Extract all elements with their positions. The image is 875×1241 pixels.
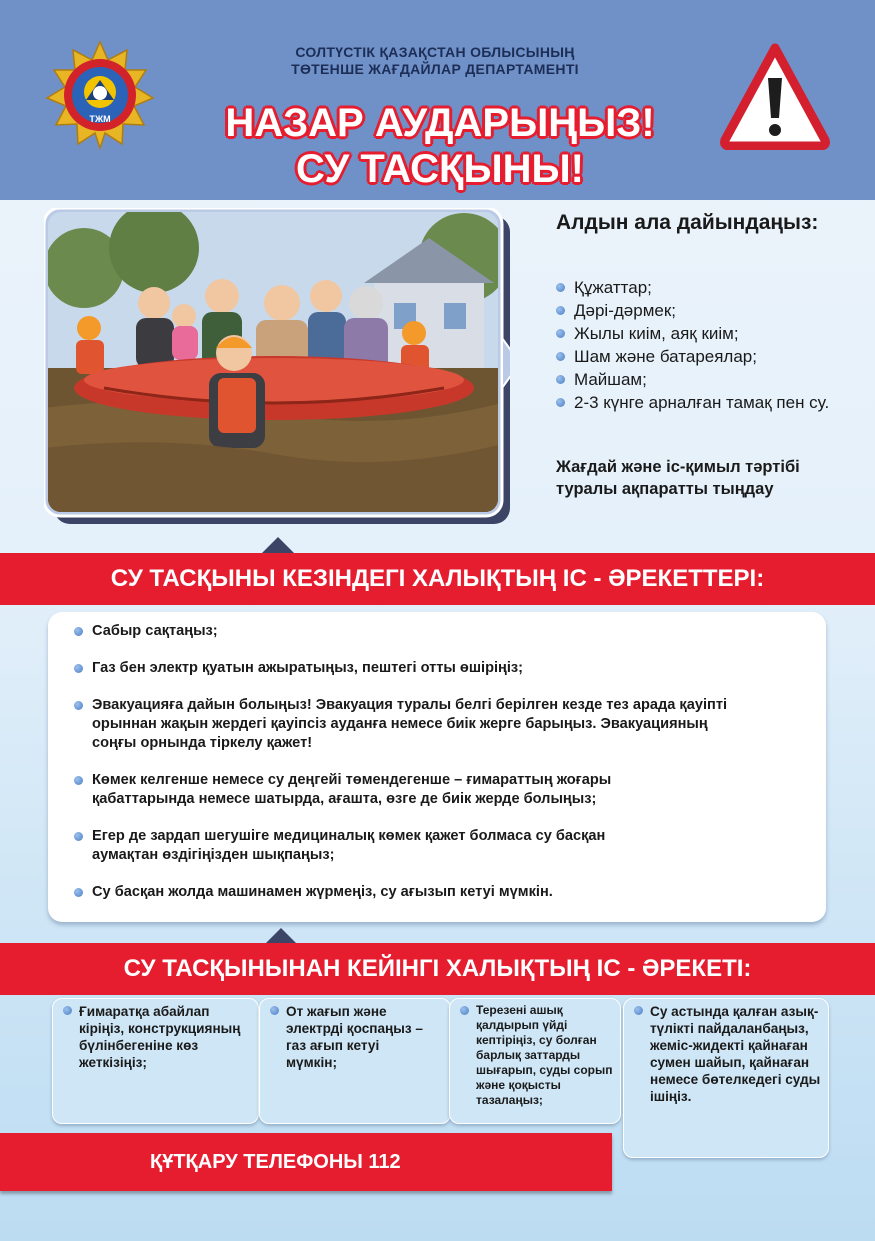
prepare-item: Жылы киім, аяқ киім; <box>556 322 856 345</box>
during-item: Су басқан жолда машинамен жүрмеңіз, су ағызып кетуі мүмкін. <box>74 883 802 902</box>
bullet-icon <box>74 776 83 785</box>
after-item: От жағып және электрді қоспаңыз – газ ағып кетуі мүмкін; <box>286 1004 423 1070</box>
bullet-icon <box>556 352 565 361</box>
during-list <box>48 612 826 902</box>
after-item: Ғимаратқа абайлап кіріңіз, конструкцияның бүлінбегеніне көз жеткізіңіз; <box>79 1004 241 1070</box>
during-item: Сабыр сақтаңыз; <box>74 622 802 641</box>
after-item: Су астында қалған азық-түлікті пайдаланбаңыз, жеміс-жидекті қайнаған сумен шайып, қайнаған немесе бөтелкедегі суды ішіңіз. <box>650 1004 821 1104</box>
warning-triangle-icon <box>720 42 830 150</box>
prepare-note: Жағдай және іс-қимыл тәртібі туралы ақпаратты тыңдау <box>556 458 800 498</box>
title-line-2: СУ ТАСҚЫНЫ! <box>296 147 584 191</box>
bullet-icon <box>74 664 83 673</box>
bullet-icon <box>74 701 83 710</box>
department-name <box>230 44 640 78</box>
bullet-icon <box>556 329 565 338</box>
after-section-title: СУ ТАСҚЫНЫНАН КЕЙІНГІ ХАЛЫҚТЫҢ ІС - ӘРЕКЕТІ: <box>0 943 875 995</box>
bullet-icon <box>74 888 83 897</box>
during-item: Егер де зардап шегушіге медициналық көмек қажет болмаса су басқан аумақтан өздігіңізден шықпаңыз; <box>74 827 632 865</box>
flood-rescue-illustration <box>44 208 510 524</box>
during-item: Газ бен электр қуатын ажыратыңыз, пештегі отты өшіріңіз; <box>74 659 802 678</box>
during-item: Эвакуацияға дайын болыңыз! Эвакуация туралы белгі берілген кезде тез арада қауіпті орыннан жақын жердегі қауіпсіз ауданға немесе биік жерге барыңыз. Эвакуацияның соңғы орнында тіркелу қажет! <box>74 696 732 753</box>
emblem-text: ТЖМ <box>89 114 111 124</box>
after-card-3 <box>449 998 621 1124</box>
after-item: Терезені ашық қалдырып үйді кептіріңіз, су болған барлық заттарды шығарып, суды сорып және қоқысты тазалаңыз; <box>476 1003 613 1107</box>
emergency-ministry-emblem-icon <box>45 40 155 150</box>
prepare-item: Шам және батареялар; <box>556 345 856 368</box>
after-card-2 <box>259 998 451 1124</box>
title-line-1: НАЗАР АУДАРЫҢЫЗ! <box>225 101 655 145</box>
dept-line-2: ТӨТЕНШЕ ЖАҒДАЙЛАР ДЕПАРТАМЕНТІ <box>291 61 579 77</box>
bullet-icon <box>74 627 83 636</box>
dept-line-1: СОЛТҮСТІК ҚАЗАҚСТАН ОБЛЫСЫНЫҢ <box>295 44 575 60</box>
page-title <box>160 100 720 192</box>
header-band <box>0 0 875 200</box>
bullet-icon <box>556 283 565 292</box>
bullet-icon <box>556 398 565 407</box>
bullet-icon <box>74 832 83 841</box>
prepare-item: Құжаттар; <box>556 276 856 299</box>
prepare-item: 2-3 күнге арналған тамақ пен су. <box>556 391 856 414</box>
prepare-item: Дәрі-дәрмек; <box>556 299 856 322</box>
during-actions-box <box>48 612 826 922</box>
bullet-icon <box>556 375 565 384</box>
section-pointer <box>265 928 297 944</box>
bullet-icon <box>634 1006 643 1015</box>
prepare-item: Майшам; <box>556 368 856 391</box>
prepare-list <box>556 276 856 414</box>
during-section-title: СУ ТАСҚЫНЫ КЕЗІНДЕГІ ХАЛЫҚТЫҢ ІС - ӘРЕКЕТТЕРІ: <box>0 553 875 605</box>
after-card-1 <box>52 998 259 1124</box>
section-pointer <box>262 537 294 553</box>
after-card-4 <box>623 998 829 1158</box>
bullet-icon <box>460 1006 469 1015</box>
bullet-icon <box>270 1006 279 1015</box>
prepare-title: Алдын ала дайындаңыз: <box>556 211 819 234</box>
bullet-icon <box>556 306 565 315</box>
bullet-icon <box>63 1006 72 1015</box>
rescue-phone-banner: ҚҰТҚАРУ ТЕЛЕФОНЫ 112 <box>0 1133 612 1191</box>
during-item: Көмек келгенше немесе су деңгейі төмендегенше – ғимараттың жоғары қабаттарында немесе шатырда, ағашта, өзге де биік жерде болыңыз; <box>74 771 692 809</box>
